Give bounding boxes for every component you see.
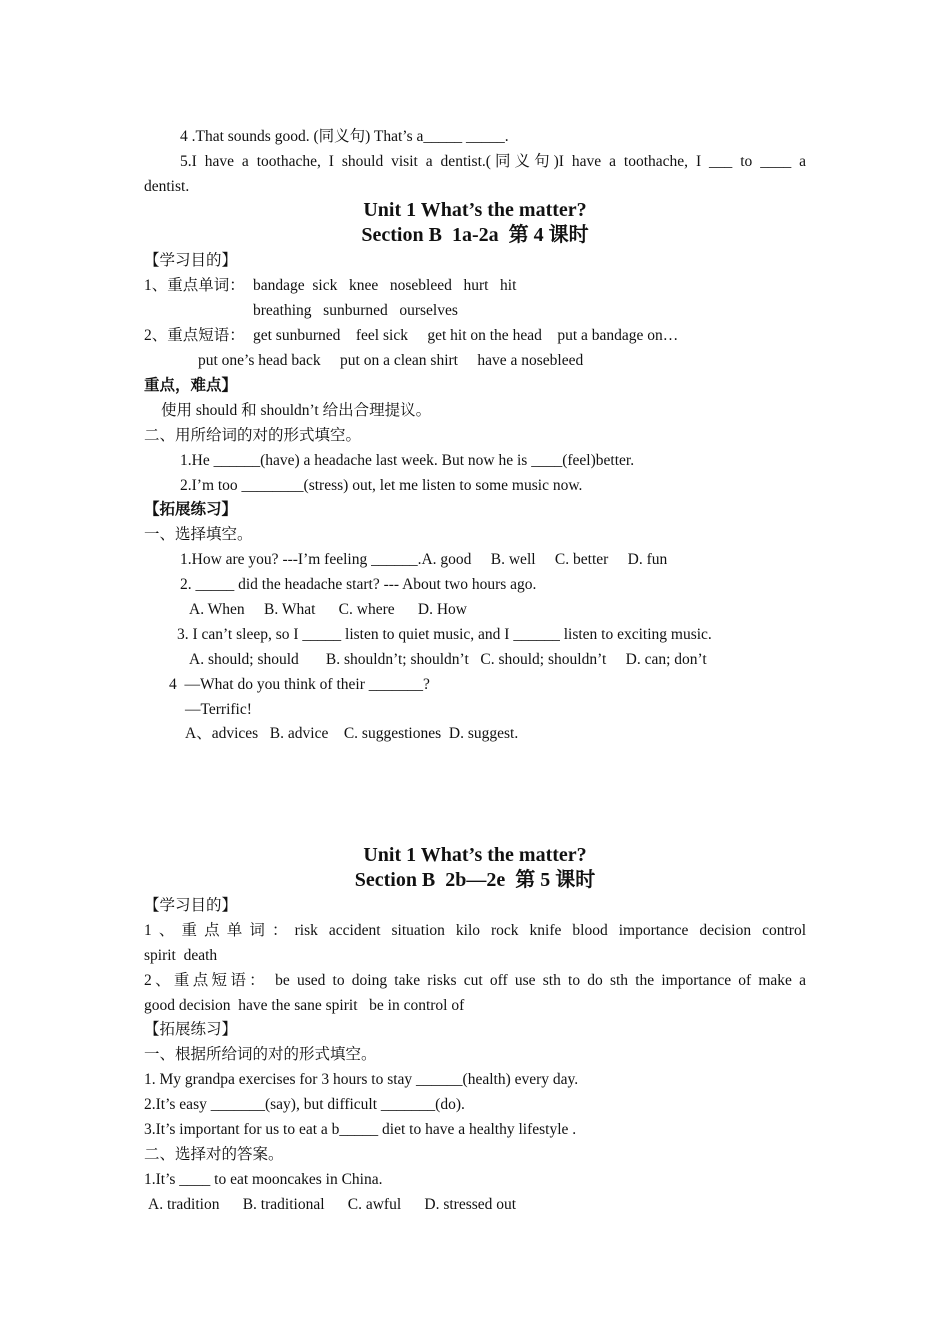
lesson4-objectives-heading: 【学习目的】 <box>144 252 238 269</box>
lesson5-phrases-line1: 2、重点短语： be used to doing take risks cut off use sth to do sth the importance of make a <box>144 972 806 989</box>
lesson5-choice-heading: 二、选择对的答案。 <box>144 1146 284 1163</box>
prev-question-5: 5.I have a toothache, I should visit a dentist.(同义句)I have a toothache, I ___ to ____ a <box>180 153 806 170</box>
lesson5-fill-q3: 3.It’s important for us to eat a b_____ diet to have a healthy lifestyle . <box>144 1121 577 1138</box>
lesson4-choice-q1: 1.How are you? ---I’m feeling ______.A. good B. well C. better D. fun <box>180 551 668 568</box>
lesson5-choice-q1-options: A. tradition B. traditional C. awful D. stressed out <box>148 1196 517 1213</box>
lesson5-fill-q2: 2.It’s easy _______(say), but difficult _______(do). <box>144 1096 465 1113</box>
lesson4-key-text: 使用 should 和 shouldn’t 给出合理提议。 <box>161 402 432 419</box>
lesson4-vocab-label: 1、重点单词： <box>144 277 245 294</box>
lesson4-fill-q1: 1.He ______(have) a headache last week. But now he is ____(feel)better. <box>180 452 635 469</box>
lesson5-phrases-line2: good decision have the sane spirit be in control of <box>144 997 465 1014</box>
lesson4-phrases-line1: get sunburned feel sick get hit on the head put a bandage on… <box>253 327 679 344</box>
lesson4-phrases-line2: put one’s head back put on a clean shirt have a nosebleed <box>198 352 584 369</box>
lesson4-phrases-label: 2、重点短语： <box>144 327 245 344</box>
lesson4-choice-q4: 4 —What do you think of their _______? <box>169 676 430 693</box>
lesson5-fill-q1: 1. My grandpa exercises for 3 hours to stay ______(health) every day. <box>144 1071 579 1088</box>
lesson4-vocab-line1: bandage sick knee nosebleed hurt hit <box>253 277 517 294</box>
lesson5-subtitle: Section B 2b—2e 第 5 课时 <box>354 869 596 891</box>
lesson4-vocab-line2: breathing sunburned ourselves <box>253 302 458 319</box>
prev-question-5-continued: dentist. <box>144 178 190 195</box>
lesson4-choice-q3-options: A. should; should B. shouldn’t; shouldn’t C. should; shouldn’t D. can; don’t <box>189 651 707 668</box>
lesson4-subtitle: Section B 1a-2a 第 4 课时 <box>361 224 589 246</box>
lesson4-key-heading: 重点，难点】 <box>144 377 238 394</box>
lesson5-vocab-line2: spirit death <box>144 947 218 964</box>
lesson4-choice-heading: 一、选择填空。 <box>144 526 253 543</box>
lesson5-objectives-heading: 【学习目的】 <box>144 897 238 914</box>
lesson5-vocab-line1: 1、重点单词：risk accident situation kilo rock knife blood importance decision control <box>144 922 806 939</box>
lesson4-title: Unit 1 What’s the matter? <box>363 199 587 221</box>
lesson5-choice-q1: 1.It’s ____ to eat mooncakes in China. <box>144 1171 383 1188</box>
lesson4-fill-q2: 2.I’m too ________(stress) out, let me listen to some music now. <box>180 477 583 494</box>
lesson4-choice-q3: 3. I can’t sleep, so I _____ listen to quiet music, and I ______ listen to exciting music. <box>177 626 712 643</box>
lesson5-title: Unit 1 What’s the matter? <box>363 844 587 866</box>
lesson4-extension-heading: 【拓展练习】 <box>144 501 238 518</box>
lesson5-fill-heading: 一、根据所给词的对的形式填空。 <box>144 1046 377 1063</box>
lesson4-choice-q2-options: A. When B. What C. where D. How <box>189 601 467 618</box>
lesson4-fill-heading: 二、用所给词的对的形式填空。 <box>144 427 362 444</box>
lesson4-choice-q4-answer: —Terrific! <box>185 701 252 718</box>
prev-question-4: 4 .That sounds good. (同义句) That’s a_____ _____. <box>180 128 509 145</box>
lesson5-extension-heading: 【拓展练习】 <box>144 1021 238 1038</box>
lesson4-choice-q2: 2. _____ did the headache start? --- About two hours ago. <box>180 576 537 593</box>
lesson4-choice-q4-options: A、advices B. advice C. suggestiones D. suggest. <box>185 725 519 742</box>
